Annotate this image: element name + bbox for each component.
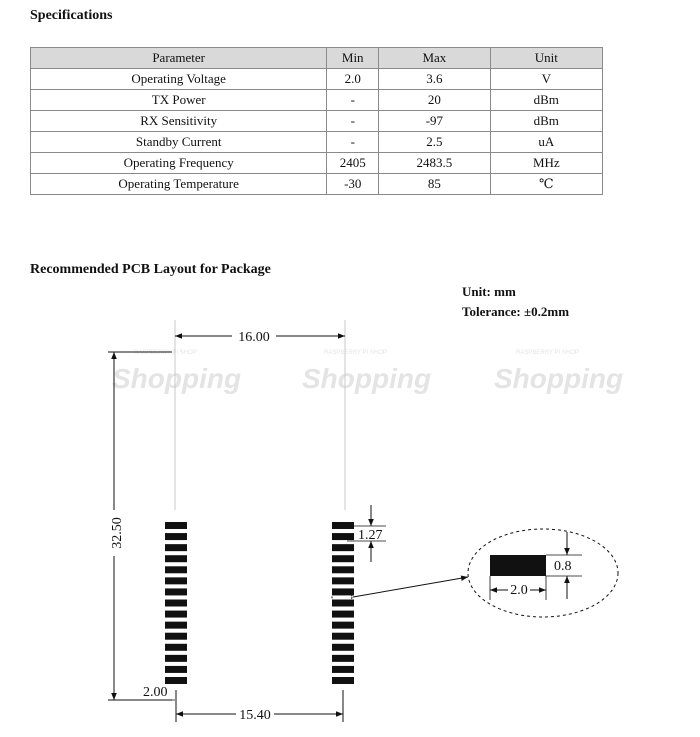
pcb-pad bbox=[165, 566, 187, 573]
callout-arrow bbox=[353, 577, 468, 597]
table-cell: V bbox=[490, 69, 602, 90]
watermark-brand: Shopping bbox=[302, 363, 432, 394]
table-cell: Standby Current bbox=[31, 132, 327, 153]
column-header-min: Min bbox=[327, 48, 379, 69]
column-header-unit: Unit bbox=[490, 48, 602, 69]
pcb-pad bbox=[165, 533, 187, 540]
watermark bbox=[112, 350, 623, 394]
pcb-pad bbox=[165, 577, 187, 584]
pcb-pad bbox=[165, 600, 187, 607]
pcb-pad bbox=[165, 633, 187, 640]
pcb-pad bbox=[332, 655, 354, 662]
column-header-parameter: Parameter bbox=[31, 48, 327, 69]
pcb-pad bbox=[332, 622, 354, 629]
table-cell: dBm bbox=[490, 90, 602, 111]
detail-width-label: 0.8 bbox=[554, 559, 572, 574]
table-cell: ℃ bbox=[490, 174, 602, 195]
pcb-pad bbox=[332, 677, 354, 684]
watermark-tagline: RASPBERRY PI SHOP bbox=[134, 350, 197, 356]
width-dimension-label: 16.00 bbox=[238, 330, 270, 345]
table-cell: dBm bbox=[490, 111, 602, 132]
pcb-pad bbox=[165, 677, 187, 684]
table-cell: 2483.5 bbox=[379, 153, 490, 174]
table-cell: uA bbox=[490, 132, 602, 153]
specifications-heading: Specifications bbox=[30, 8, 113, 23]
table-cell: 2405 bbox=[327, 153, 379, 174]
watermark-brand: Shopping bbox=[494, 363, 624, 394]
pcb-pad bbox=[332, 600, 354, 607]
detail-length-label: 2.0 bbox=[510, 583, 528, 598]
pcb-pad bbox=[332, 588, 354, 595]
table-cell: MHz bbox=[490, 153, 602, 174]
table-cell: 2.5 bbox=[379, 132, 490, 153]
table-cell: - bbox=[327, 111, 379, 132]
height-dimension-label: 32.50 bbox=[110, 517, 125, 549]
pcb-pad bbox=[332, 611, 354, 618]
watermark-tagline: RASPBERRY PI SHOP bbox=[324, 350, 387, 356]
table-cell: 3.6 bbox=[379, 69, 490, 90]
pcb-pad bbox=[165, 655, 187, 662]
pad-column-left bbox=[165, 522, 187, 684]
table-cell: Operating Temperature bbox=[31, 174, 327, 195]
pcb-pad bbox=[332, 522, 354, 529]
pcb-layout-heading: Recommended PCB Layout for Package bbox=[30, 262, 271, 277]
pcb-pad bbox=[332, 633, 354, 640]
unit-note: Unit: mm bbox=[462, 284, 516, 299]
detail-pad bbox=[490, 555, 546, 576]
pcb-pad bbox=[332, 544, 354, 551]
watermark-brand: Shopping bbox=[112, 363, 242, 394]
pcb-pad bbox=[165, 522, 187, 529]
pcb-pad bbox=[332, 577, 354, 584]
table-cell: Operating Frequency bbox=[31, 153, 327, 174]
pcb-pad bbox=[165, 611, 187, 618]
column-header-max: Max bbox=[379, 48, 490, 69]
pad-column-right bbox=[332, 522, 354, 684]
pcb-pad bbox=[165, 622, 187, 629]
table-cell: -30 bbox=[327, 174, 379, 195]
pcb-pad bbox=[332, 644, 354, 651]
pitch-dimension-label: 1.27 bbox=[358, 528, 383, 543]
pcb-pad bbox=[165, 555, 187, 562]
table-cell: - bbox=[327, 132, 379, 153]
pcb-pad bbox=[332, 555, 354, 562]
watermark-tagline: RASPBERRY PI SHOP bbox=[516, 350, 579, 356]
table-cell: 85 bbox=[379, 174, 490, 195]
pcb-pad bbox=[332, 533, 354, 540]
table-cell: Operating Voltage bbox=[31, 69, 327, 90]
pcb-pad bbox=[165, 666, 187, 673]
table-cell: 20 bbox=[379, 90, 490, 111]
table-cell: 2.0 bbox=[327, 69, 379, 90]
table-cell: -97 bbox=[379, 111, 490, 132]
pcb-pad bbox=[332, 666, 354, 673]
pcb-pad bbox=[165, 544, 187, 551]
tolerance-note: Tolerance: ±0.2mm bbox=[462, 304, 570, 319]
table-cell: - bbox=[327, 90, 379, 111]
offset-dimension-label: 2.00 bbox=[143, 685, 168, 700]
span-dimension-label: 15.40 bbox=[239, 708, 271, 723]
table-cell: TX Power bbox=[31, 90, 327, 111]
table-cell: RX Sensitivity bbox=[31, 111, 327, 132]
pcb-pad bbox=[165, 644, 187, 651]
pcb-pad bbox=[332, 566, 354, 573]
pcb-pad bbox=[165, 588, 187, 595]
